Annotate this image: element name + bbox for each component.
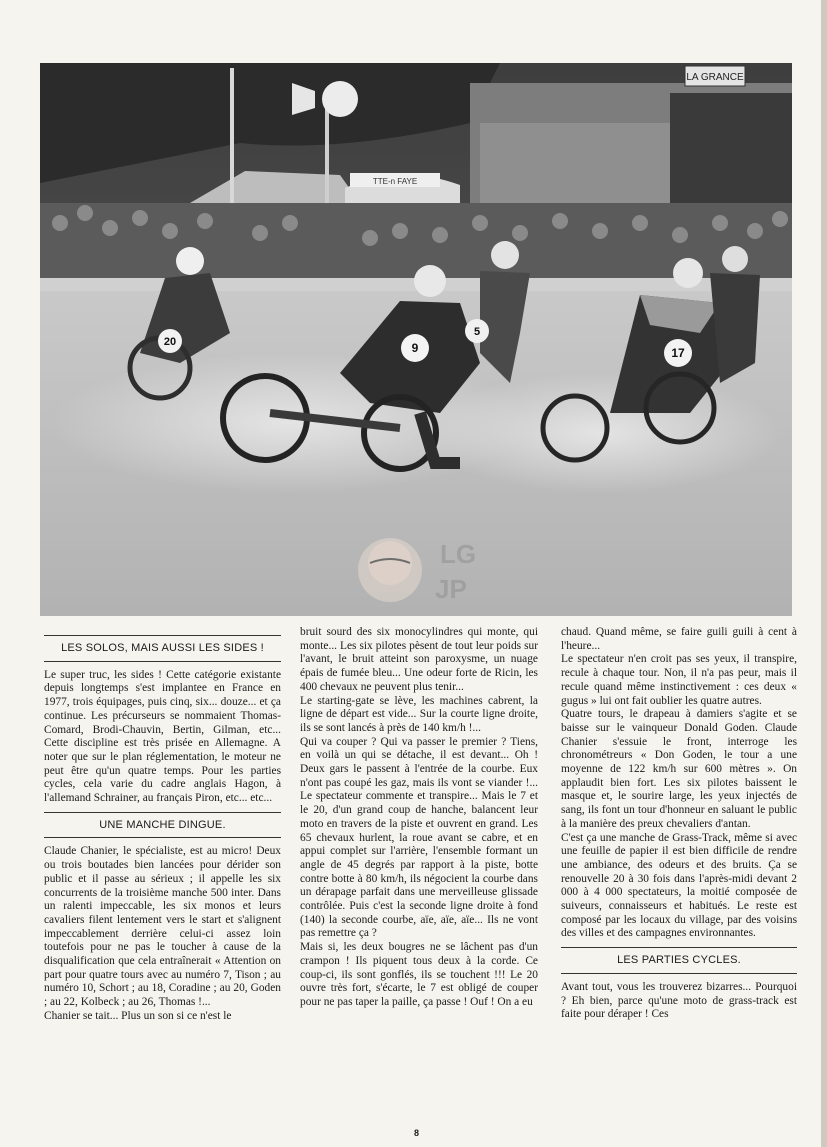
race-photo-illustration (40, 63, 792, 616)
paragraph: Avant tout, vous les trouverez bizarres... Pourquoi ? Eh bien, parce qu'une moto de grass-track est faite pour déraper ! Ces (561, 980, 797, 1021)
paragraph: Qui va couper ? Qui va passer le premier ? Tiens, en voilà un qui se détache, il est devant... Oh ! Deux gars le passent à l'entrée de la courbe. Eux n'ont pas coupé les gaz, mais ils vont se viander !... Le spectateur commente et transpire... Mais le 7 et le 20, d'un grand coup de hanche, balancent leur moto en travers de la piste et ouvrent en grand. Les 65 chevaux hurlent, la roue avant se cabre, et en appui complet sur l'arrière, l'ensemble formant un angle de 45 degrés par rapport à la piste, botte contre botte à 80 km/h, ils négocient la courbe dans un dérapage parfait dans une merveilleuse glissade contrôlée. Puis c'est la seconde ligne droite à fond (140) la seconde courbe, aïe, aïe, aïe... Ils ne vont pas remettre ça ? (300, 735, 538, 940)
section-heading-solos: LES SOLOS, MAIS AUSSI LES SIDES ! (44, 635, 281, 662)
paragraph: Le starting-gate se lève, les machines cabrent, la ligne de départ est vide... Sur la courte ligne droite, ils se sont lancés à près de 140 km/h !... (300, 694, 538, 734)
article-column-1 (44, 626, 281, 1024)
article-column-2 (300, 626, 538, 1010)
paragraph: Chanier se tait... Plus un son si ce n'est le (44, 1009, 232, 1022)
grance-sign: LA GRANCE (686, 72, 744, 83)
paragraph: Le spectateur n'en croit pas ses yeux, il transpire, recule à chaque tour. Non, il n'a pas peur, mais il recule quand même instinctivement : ces deux « gugus » lui ont fait oublier les quatre autres. (561, 653, 797, 707)
section-heading-parties-cycles: LES PARTIES CYCLES. (561, 947, 797, 974)
paragraph: Quatre tours, le drapeau à damiers s'agite et se baisse sur le vainqueur Donald Goden. Claude Chanier s'essuie le front, interroge les chronométreurs « Don Goden, le tour a une moyenne de 122 km/h sur 600 mètres ». On applaudit bien fort. Les six pilotes baissent le masque et, le sourire large, les yeux injectés de sang, ils font un tour d'honneur en saluant le public à la manière des preux chevaliers d'antan. (561, 708, 797, 830)
banner-text: TTE-n FAYE (372, 177, 418, 186)
article-column-3 (561, 626, 797, 1022)
paragraph: Claude Chanier, le spécialiste, est au micro! Deux ou trois boutades bien lancées pour dérider son public et il passe au sérieux ; il appelle les six concurrents de la troisième manche 500 inter. Dans un ralenti impeccable, les six monos et leurs cavaliers filent lentement vers le start et s'alignent impeccablement derrière celui-ci assez loin toutefois pour ne pas le toucher à cause de la disqualification que cela entraînerait « Attention on part pour quatre tours avec au numéro 7, Tison ; au numéro 10, Schort ; au 18, Coradine ; au 20, Goden ; au 22, Kolbeck ; au 26, Thomas !... (44, 845, 281, 1009)
rider-number-17: 17 (671, 346, 685, 360)
race-photograph (40, 63, 792, 616)
watermark-jp: JP (435, 574, 467, 604)
paragraph: Le super truc, les sides ! Cette catégorie existante depuis longtemps s'est implantee en France en 1977, trois équipages, puis cinq, six... douze... et ça continue. Les précurseurs se nommaient Thomas-Comard, Brodi-Chauvin, Bertin, Gilman, etc... Cette discipline est très prisée en Allemagne. A noter que sur le plan réglementation, le moteur ne peut être qu'un quatre temps. Pour les parties cycles, cela varie du cadre anglais Hagon, à l'allemand Schrainer, au français Piron, etc... etc... (44, 668, 281, 805)
paragraph: bruit sourd des six monocylindres qui monte, qui monte... Les six pilotes pèsent de tout leur poids sur l'avant, le bruit atteint son paroxysme, un nuage épais de fumée bleu... Une odeur forte de Ricin, les 400 chevaux ne peuvent plus tenir... (300, 626, 538, 693)
page-number: 8 (414, 1128, 420, 1138)
section-heading-manche: UNE MANCHE DINGUE. (44, 812, 281, 839)
paragraph: Mais si, les deux bougres ne se lâchent pas d'un crampon ! Ils piquent tous deux à la corde. Ce coup-ci, ils sont gonflés, ils se touchent !!! Le 20 ouvre très fort, s'écarte, le 7 est obligé de couper pour ne pas taper la paille, ça passe ! Ouf ! On a eu (300, 941, 538, 1008)
rider-number-5: 5 (473, 326, 481, 338)
page-edge (821, 0, 827, 1147)
watermark-lg: LG (440, 539, 477, 569)
paragraph: chaud. Quand même, se faire guili guili à cent à l'heure... (561, 626, 797, 652)
paragraph: C'est ça une manche de Grass-Track, même si avec une feuille de papier il est bien difficile de rendre une ambiance, des odeurs et des bruits. Ça se renouvelle 20 à 30 fois dans l'après-midi devant 2 000 à 4 000 spectateurs, la moitié composée de suiveurs, connaisseurs et habitués. Le reste est composé par les locaux du village, par des voisins des villes et des campagnes environnantes. (561, 831, 797, 940)
rider-number-20: 20 (163, 336, 177, 348)
rider-number-9: 9 (411, 341, 419, 355)
